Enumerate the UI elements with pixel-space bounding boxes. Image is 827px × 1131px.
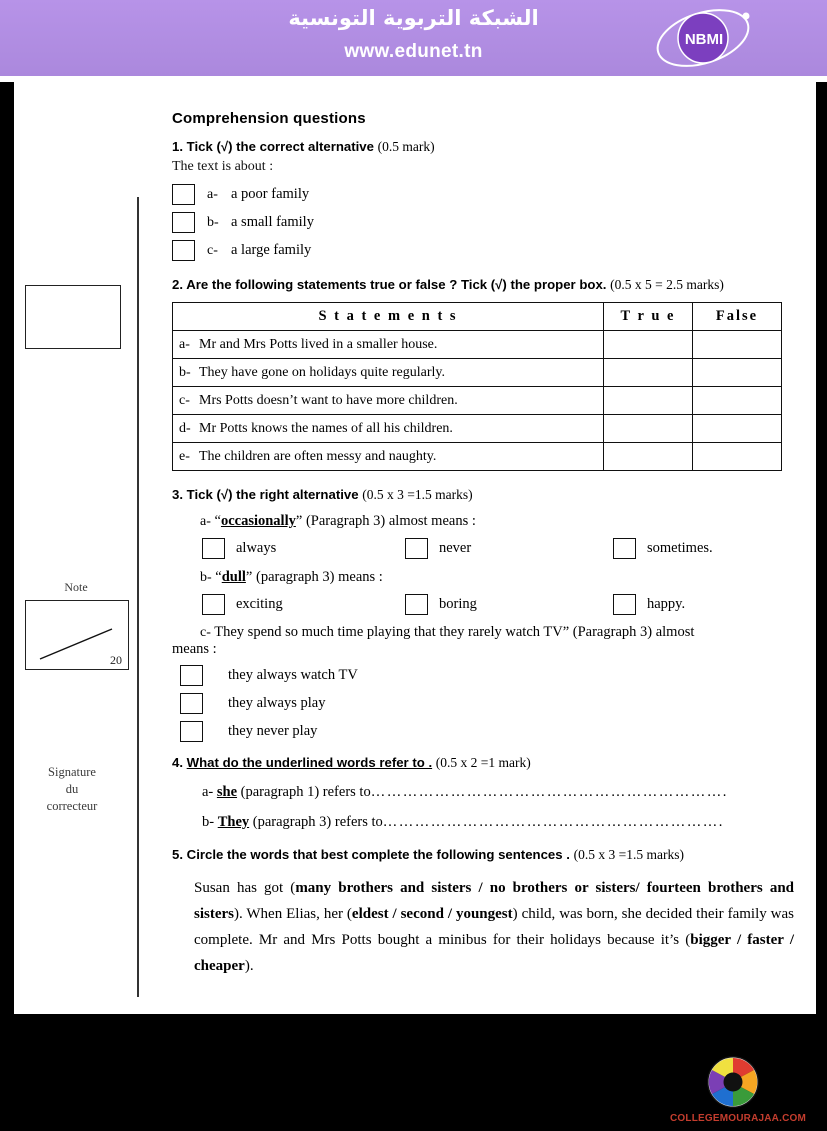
question-5-fragment-5[interactable]: bigger / faster / cheaper — [194, 932, 794, 974]
question-5 — [172, 847, 797, 979]
question-3c-text-line1: They spend so much time playing that they rarely watch TV” (Paragraph 3) almost — [214, 624, 695, 640]
checkbox-q1-b[interactable] — [172, 212, 195, 233]
question-3-heading — [172, 487, 797, 503]
question-2-prompt: Are the following statements true or false ? Tick (√) the proper box. — [186, 277, 607, 292]
statement-e-text: The children are often messy and naughty. — [199, 448, 437, 464]
statement-d — [173, 415, 604, 443]
signature-line-1: Signature — [48, 765, 96, 779]
question-4a-rest: (paragraph 1) refers to — [240, 784, 371, 800]
note-label: Note — [64, 580, 88, 594]
note-score-box[interactable] — [25, 600, 129, 670]
question-3a-options — [202, 538, 797, 559]
question-3-prompt: Tick (√) the right alternative — [186, 487, 359, 502]
question-2-number: 2. — [172, 277, 183, 292]
col-header-statements: S t a t e m e n t s — [173, 303, 604, 331]
exam-content — [172, 110, 797, 979]
cell-true-a[interactable] — [604, 331, 693, 359]
statement-c-letter: c- — [179, 392, 190, 408]
statement-c — [173, 387, 604, 415]
checkbox-q1-c[interactable] — [172, 240, 195, 261]
question-5-paragraph — [194, 875, 794, 979]
table-row — [173, 387, 782, 415]
question-1-option-c-letter: c- — [207, 242, 218, 258]
question-4b-answer-line[interactable]: ………………………………………………………. — [382, 814, 724, 830]
question-5-fragment-0: Susan has got ( — [194, 880, 296, 896]
statement-b — [173, 359, 604, 387]
checkbox-q3c-1[interactable] — [180, 665, 203, 686]
checkbox-q3b-3[interactable] — [613, 594, 636, 615]
question-1-option-c[interactable] — [172, 240, 797, 261]
statement-b-letter: b- — [179, 364, 191, 380]
footer-site-text: COLLEGEMOURAJAA.COM — [669, 1113, 807, 1124]
col-header-false: False — [693, 303, 782, 331]
checkbox-q3a-3[interactable] — [613, 538, 636, 559]
question-3b-option-3-label: happy. — [647, 596, 686, 612]
statement-b-text: They have gone on holidays quite regularly. — [199, 364, 445, 380]
question-5-prompt: Circle the words that best complete the following sentences . — [186, 847, 570, 862]
question-4a-word: she — [216, 784, 238, 800]
question-4-marks: (0.5 x 2 =1 mark) — [435, 755, 531, 770]
question-4 — [172, 755, 797, 831]
statements-table — [172, 302, 782, 471]
question-1-option-b-text: a small family — [231, 214, 314, 230]
question-1-subprompt: The text is about : — [172, 159, 274, 174]
collegemourajaa-logo-icon — [703, 1052, 763, 1112]
section-title: Comprehension questions — [172, 110, 366, 127]
question-3c-text-line2: means : — [172, 641, 217, 657]
question-3b-word: dull — [221, 569, 246, 585]
cell-true-b[interactable] — [604, 359, 693, 387]
question-3a-option-3[interactable] — [613, 538, 713, 559]
table-row — [173, 415, 782, 443]
question-2-heading — [172, 277, 797, 293]
question-4-item-a — [202, 784, 797, 801]
question-4-item-b — [202, 814, 797, 831]
question-3b-option-1[interactable] — [202, 594, 405, 615]
checkbox-q3b-2[interactable] — [405, 594, 428, 615]
question-3c-option-1-label: they always watch TV — [228, 667, 358, 683]
cell-true-d[interactable] — [604, 415, 693, 443]
question-3b-rest: (paragraph 3) means : — [255, 569, 383, 585]
question-3b-option-3[interactable] — [613, 594, 685, 615]
question-4-number: 4. — [172, 755, 183, 770]
checkbox-q3b-1[interactable] — [202, 594, 225, 615]
statement-d-text: Mr Potts knows the names of all his children. — [199, 420, 453, 436]
svg-text:NBMI: NBMI — [684, 31, 724, 48]
question-1 — [172, 139, 797, 261]
question-5-fragment-3[interactable]: eldest / second / youngest — [351, 906, 513, 922]
question-4b-letter: b- — [202, 814, 215, 830]
question-1-option-a-text: a poor family — [231, 186, 310, 202]
question-3a-option-1[interactable] — [202, 538, 405, 559]
question-5-number: 5. — [172, 847, 183, 862]
question-3c-option-2-label: they always play — [228, 695, 326, 711]
question-4b-rest: (paragraph 3) refers to — [252, 814, 383, 830]
margin-vertical-rule — [137, 197, 139, 997]
table-header-row — [173, 303, 782, 331]
checkbox-q3a-1[interactable] — [202, 538, 225, 559]
question-3a-rest: (Paragraph 3) almost means : — [305, 513, 476, 529]
cell-false-c[interactable] — [693, 387, 782, 415]
question-2-marks: (0.5 x 5 = 2.5 marks) — [610, 277, 724, 292]
question-1-option-b[interactable] — [172, 212, 797, 233]
statement-a-text: Mr and Mrs Potts lived in a smaller house. — [199, 336, 438, 352]
cell-false-b[interactable] — [693, 359, 782, 387]
question-3b-option-2[interactable] — [405, 594, 613, 615]
checkbox-q3c-2[interactable] — [180, 693, 203, 714]
question-3c-option-3-label: they never play — [228, 723, 318, 739]
question-3a-letter: a- — [200, 514, 211, 529]
question-5-fragment-4: ) child, was born, she decided their family was complete. Mr and Mrs Potts bought a minibus for their holidays because it’s ( — [194, 906, 794, 948]
banner-url[interactable]: www.edunet.tn — [344, 41, 483, 62]
statement-a — [173, 331, 604, 359]
question-5-heading — [172, 847, 797, 863]
question-2 — [172, 277, 797, 471]
question-3c-line — [200, 624, 797, 641]
question-5-fragment-1[interactable]: many brothers and sisters / no brothers or sisters/ fourteen brothers and sisters — [194, 880, 794, 922]
scan-edge-left — [0, 82, 14, 1012]
question-3c-letter: c- — [200, 625, 211, 640]
checkbox-q3c-3[interactable] — [180, 721, 203, 742]
question-3a-option-1-label: always — [236, 540, 277, 556]
cell-true-c[interactable] — [604, 387, 693, 415]
question-4a-letter: a- — [202, 784, 214, 800]
question-3-number: 3. — [172, 487, 183, 502]
table-row — [173, 443, 782, 471]
table-row — [173, 359, 782, 387]
question-3b-option-2-label: boring — [439, 596, 477, 612]
statement-e-letter: e- — [179, 448, 190, 464]
signature-line-2: du — [65, 782, 79, 796]
question-3c-option-1[interactable] — [180, 665, 797, 686]
question-5-fragment-2: ). When Elias, her ( — [234, 906, 352, 922]
question-3a-option-2[interactable] — [405, 538, 613, 559]
question-3c-option-2[interactable] — [180, 693, 797, 714]
question-3-marks: (0.5 x 3 =1.5 marks) — [362, 487, 473, 502]
question-3 — [172, 487, 797, 742]
question-1-prompt: Tick (√) the correct alternative — [186, 139, 374, 154]
question-3c-option-3[interactable] — [180, 721, 797, 742]
question-1-heading — [172, 139, 797, 155]
question-3a-line: a- “occasionally” (Paragraph 3) almost means : — [200, 513, 476, 529]
banner-arabic-title: الشبكة التربوية التونسية — [288, 6, 539, 30]
checkbox-q1-a[interactable] — [172, 184, 195, 205]
question-3a-option-3-label: sometimes. — [647, 540, 713, 556]
question-4a-answer-line[interactable]: …………………………………………………………. — [370, 784, 728, 800]
question-3b-option-1-label: exciting — [236, 596, 283, 612]
question-5-marks: (0.5 x 3 =1.5 marks) — [573, 847, 684, 862]
statement-d-letter: d- — [179, 420, 191, 436]
question-1-number: 1. — [172, 139, 183, 154]
question-1-option-c-text: a large family — [231, 242, 312, 258]
statement-c-text: Mrs Potts doesn’t want to have more children. — [199, 392, 458, 408]
question-4-prompt: What do the underlined words refer to . — [186, 755, 433, 770]
cell-false-d[interactable] — [693, 415, 782, 443]
question-1-option-a[interactable] — [172, 184, 797, 205]
question-1-marks: (0.5 mark) — [377, 139, 435, 154]
signature-line-3: correcteur — [46, 799, 98, 813]
question-1-option-a-letter: a- — [207, 186, 218, 202]
note-denominator: 20 — [110, 653, 122, 667]
question-3a-word: occasionally — [220, 513, 296, 529]
question-3b-options — [202, 594, 797, 615]
signature-label — [22, 764, 122, 815]
question-3b-line: b- “dull” (paragraph 3) means : — [200, 569, 383, 585]
question-4-heading — [172, 755, 797, 771]
question-3b-letter: b- — [200, 570, 212, 585]
question-1-option-b-letter: b- — [207, 214, 219, 230]
statement-a-letter: a- — [179, 336, 190, 352]
statement-e — [173, 443, 604, 471]
cell-false-e[interactable] — [693, 443, 782, 471]
table-row — [173, 331, 782, 359]
question-3a-option-2-label: never — [439, 540, 472, 556]
cell-false-a[interactable] — [693, 331, 782, 359]
question-5-fragment-6: ). — [244, 958, 254, 974]
cell-true-e[interactable] — [604, 443, 693, 471]
question-4b-word: They — [217, 814, 250, 830]
checkbox-q3a-2[interactable] — [405, 538, 428, 559]
marker-box-top — [25, 285, 121, 349]
col-header-true: T r u e — [604, 303, 693, 331]
nbmi-logo-icon — [651, 4, 755, 72]
